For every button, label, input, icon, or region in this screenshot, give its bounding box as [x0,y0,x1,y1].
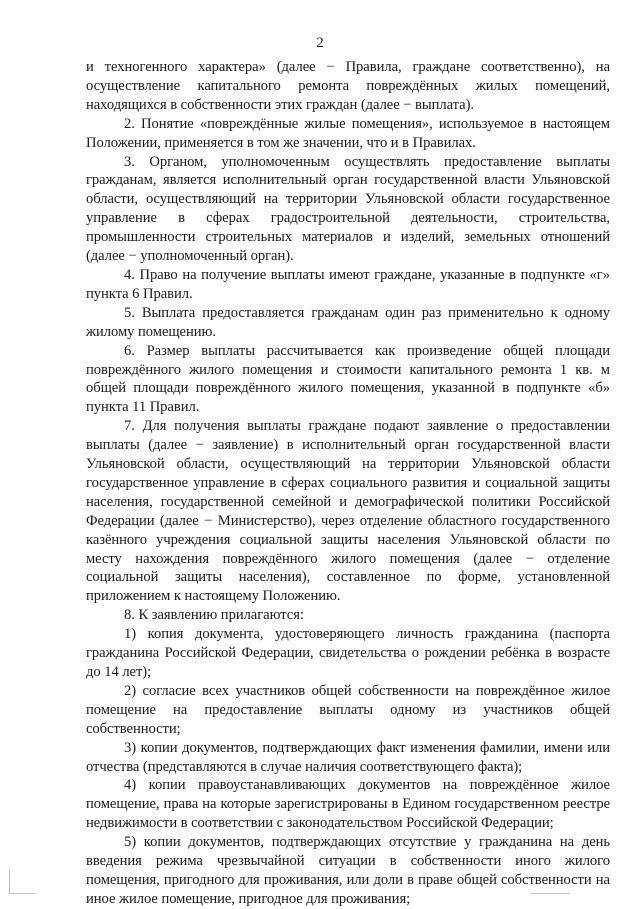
scan-artifact [530,893,570,894]
scan-margin-line [9,870,10,894]
paragraph-3: 3. Органом, уполномоченным осуществлять предоставление выплаты гражданам, является исполнительный орган государственной власти Ульяновской области, осуществляющий на территории Ульяновской области государственное управление в сферах градостроительной деятельности, строительства, промышленности строительных материалов и изделий, земельных отношений (далее − уполномоченный орган). [86,153,610,265]
paragraph-6: 6. Размер выплаты рассчитывается как произведение общей площади повреждённого жилого помещения и стоимости капитального ремонта 1 кв. м общей площади повреждённого жилого помещения, указанной в подпункте «б» пункта 11 Правил. [86,342,610,416]
paragraph-continuation: и техногенного характера» (далее − Правила, граждане соответственно), на осуществление капитального ремонта повреждённых жилых помещений, находящихся в собственности этих граждан (далее − выплата). [86,59,610,113]
scan-artifact [10,893,36,894]
list-item-1: 1) копия документа, удостоверяющего личность гражданина (паспорта гражданина Российской Федерации, свидетельства о рождении ребёнка в возрасте до 14 лет); [86,626,610,680]
list-item-2: 2) согласие всех участников общей собственности на повреждённое жилое помещение на предоставление выплаты одному из участников общей собственности; [86,682,610,737]
paragraph-4: 4. Право на получение выплаты имеют граждане, указанные в подпункте «г» пункта 6 Правил. [86,266,610,302]
paragraph-7: 7. Для получения выплаты граждане подают заявление о предоставлении выплаты (далее − заявление) в исполнительный орган государственной власти Ульяновской области, осуществляющий на территории Ульяновской области государственное управление в сферах социального развития и социальной защиты населения, государственной семейной и демографической политики Российской Федерации (далее − Министерство), через отделение областного государственного казённого учреждения социальной защиты населения Ульяновской области по месту нахождения повреждённого жилого помещения (далее − отделение социальной защиты населения), составленное по форме, установленной приложением к настоящему Положению. [86,418,610,605]
page-number: 2 [316,35,324,51]
paragraph-5: 5. Выплата предоставляется гражданам один раз применительно к одному жилому помещению. [86,304,610,340]
paragraph-8: 8. К заявлению прилагаются: [124,607,304,624]
list-item-4: 4) копии правоустанавливающих документов на повреждённое жилое помещение, права на которые зарегистрированы в Едином государственном реестре недвижимости в соответствии с законодательством Российской Федерации; [86,777,610,832]
document-body [86,58,610,909]
paragraph-2: 2. Понятие «повреждённые жилые помещения», используемое в настоящем Положении, применяется в том же значении, что и в Правилах. [86,115,610,151]
list-item-5: 5) копии документов, подтверждающих отсутствие у гражданина на день введения режима чрезвычайной ситуации в собственности иного жилого помещения, пригодного для проживания, или доли в праве общей собственности на иное жилое помещение, пригодное для проживания; [86,834,610,907]
list-item-3: 3) копии документов, подтверждающих факт изменения фамилии, имени или отчества (представляются в случае наличия соответствующего факта); [86,739,610,775]
